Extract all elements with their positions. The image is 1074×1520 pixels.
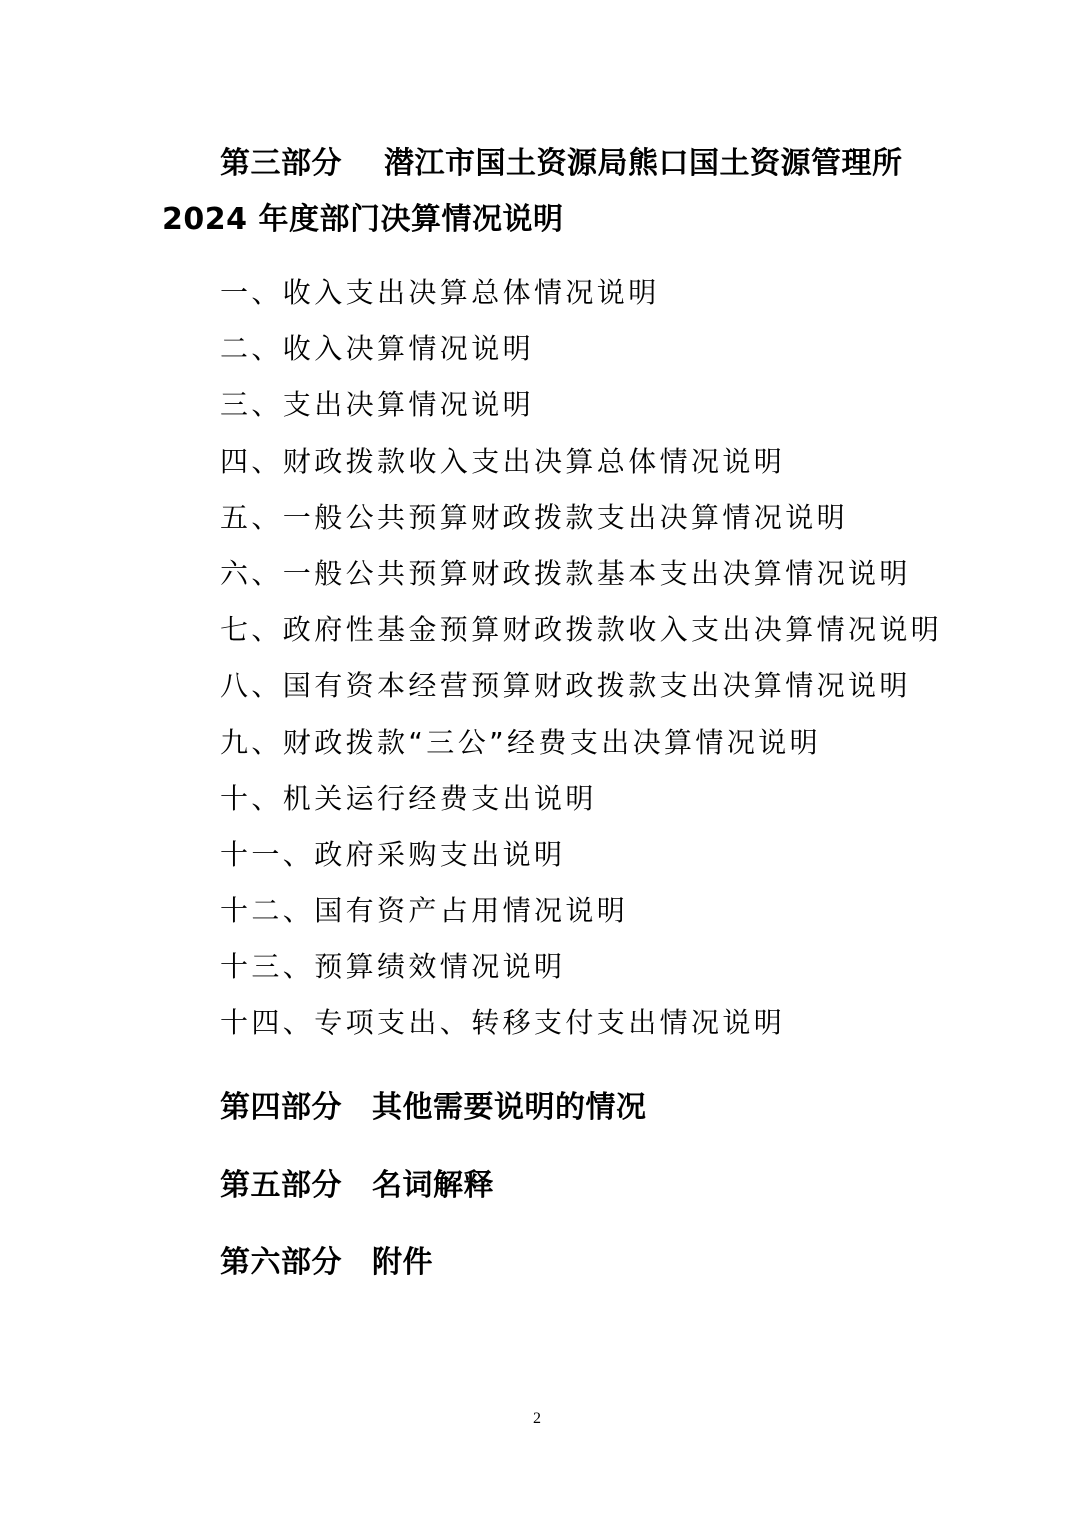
part4-label: 第四部分 bbox=[220, 1090, 342, 1125]
toc-item: 五、一般公共预算财政拨款支出决算情况说明 bbox=[220, 500, 849, 534]
toc-item: 八、国有资本经营预算财政拨款支出决算情况说明 bbox=[220, 669, 911, 703]
part5-title: 名词解释 bbox=[372, 1168, 494, 1203]
part6-label: 第六部分 bbox=[220, 1245, 342, 1280]
toc-item: 二、收入决算情况说明 bbox=[220, 332, 535, 366]
toc-item: 九、财政拨款“三公”经费支出决算情况说明 bbox=[220, 725, 822, 759]
part4-title: 其他需要说明的情况 bbox=[372, 1090, 647, 1125]
toc-item: 十二、国有资产占用情况说明 bbox=[220, 894, 629, 928]
part5-label: 第五部分 bbox=[220, 1168, 342, 1203]
part3-title-line2: 2024 年度部门决算情况说明 bbox=[162, 202, 564, 237]
part3-heading bbox=[220, 138, 903, 182]
part5-heading bbox=[220, 1160, 494, 1204]
toc-item: 十四、专项支出、转移支付支出情况说明 bbox=[220, 1006, 786, 1040]
page-number: 2 bbox=[533, 1410, 541, 1427]
table-of-contents bbox=[220, 272, 942, 1059]
toc-item: 一、收入支出决算总体情况说明 bbox=[220, 276, 660, 309]
part6-title: 附件 bbox=[372, 1245, 433, 1280]
toc-item: 六、一般公共预算财政拨款基本支出决算情况说明 bbox=[220, 556, 911, 590]
part6-heading bbox=[220, 1237, 433, 1281]
toc-item: 十、机关运行经费支出说明 bbox=[220, 781, 597, 815]
part4-heading bbox=[220, 1082, 647, 1126]
toc-item: 三、支出决算情况说明 bbox=[220, 388, 535, 422]
toc-item: 四、财政拨款收入支出决算总体情况说明 bbox=[220, 444, 786, 478]
part3-title-line1: 潜江市国土资源局熊口国土资源管理所 bbox=[384, 146, 903, 181]
toc-item: 十三、预算绩效情况说明 bbox=[220, 950, 566, 984]
toc-item: 七、政府性基金预算财政拨款收入支出决算情况说明 bbox=[220, 613, 943, 647]
toc-item: 十一、政府采购支出说明 bbox=[220, 837, 566, 871]
part3-label: 第三部分 bbox=[220, 146, 342, 181]
